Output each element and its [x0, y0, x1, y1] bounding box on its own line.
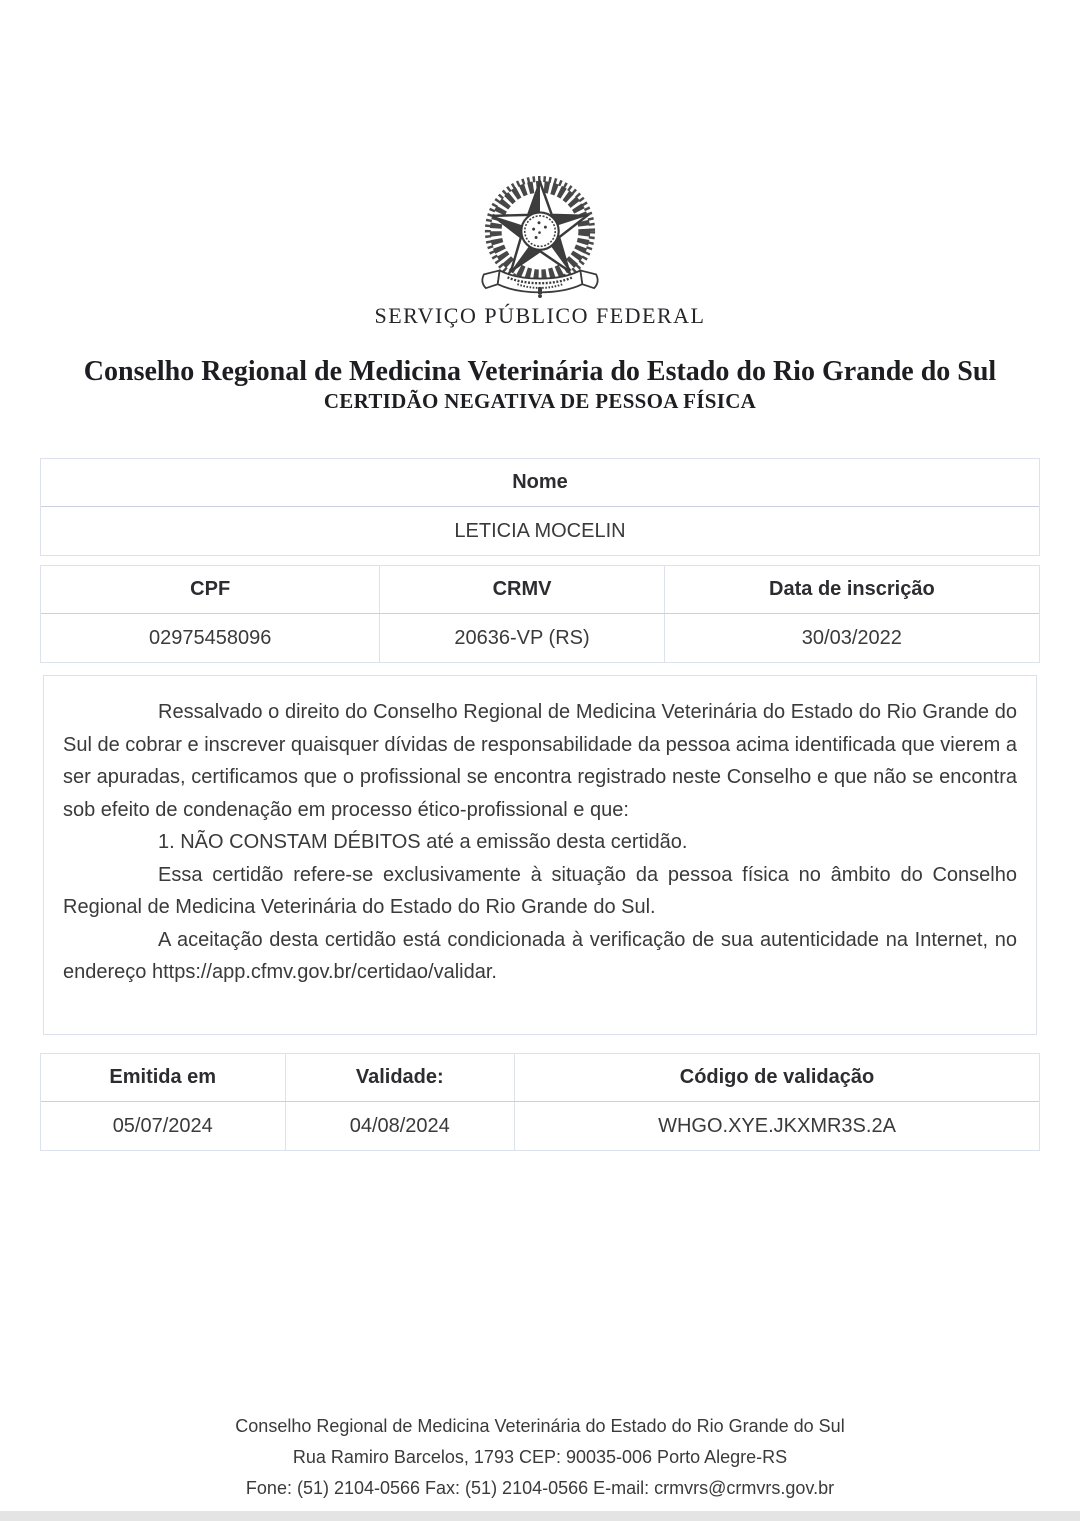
footer-org-line: Conselho Regional de Medicina Veterinária do Estado do Rio Grande do Sul [235, 1416, 845, 1436]
cpf-header-cell: CPF [41, 566, 380, 613]
no-debts-item: 1. NÃO CONSTAM DÉBITOS até a emissão desta certidão. [158, 831, 688, 853]
validity-header-cell: Validade: [286, 1054, 516, 1101]
authenticity-paragraph: A aceitação desta certidão está condicionada à verificação de sua autenticidade na Internet, no endereço https://app.cfmv.gov.br/certidao/validar. [63, 928, 1017, 983]
crmv-header-cell: CRMV [380, 566, 664, 613]
inscription-date-value-cell: 30/03/2022 [801, 626, 902, 649]
inscription-date-header-cell: Data de inscrição [769, 578, 935, 600]
footer-address-line: Rua Ramiro Barcelos, 1793 CEP: 90035-006 Porto Alegre-RS [292, 1447, 788, 1467]
certificate-text-block [43, 675, 1037, 1035]
footer-contact-line: Fone: (51) 2104-0566 Fax: (51) 2104-0566 E-mail: crmvrs@crmvrs.gov.br [245, 1478, 835, 1498]
name-table [40, 458, 1040, 556]
name-header-cell: Nome [512, 471, 568, 493]
page-bottom-strip [0, 1511, 1080, 1521]
name-value-cell: LETICIA MOCELIN [454, 519, 626, 542]
brazil-coat-of-arms-icon [474, 176, 606, 298]
issued-value-cell: 05/07/2024 [41, 1102, 286, 1150]
main-paragraph: Ressalvado o direito do Conselho Regional de Medicina Veterinária do Estado do Rio Grande do Sul de cobrar e inscrever quaisquer dívidas de responsabilidade da pessoa acima identificada que vierem a ser apuradas, certificamos que o profissional se encontra registrado neste Conselho e que não se encontra sob efeito de condenação em processo ético-profissional e que: [63, 701, 1017, 821]
service-line-text: SERVIÇO PÚBLICO FEDERAL [374, 303, 706, 328]
validation-code-value-cell: WHGO.XYE.JKXMR3S.2A [658, 1114, 896, 1137]
validity-table [40, 1053, 1040, 1151]
scope-paragraph: Essa certidão refere-se exclusivamente à situação da pessoa física no âmbito do Conselho Regional de Medicina Veterinária do Estado do Rio Grande do Sul. [63, 863, 1017, 918]
footer [0, 1411, 1080, 1504]
org-title: Conselho Regional de Medicina Veterinária do Estado do Rio Grande do Sul [83, 356, 997, 387]
validity-value-cell: 04/08/2024 [286, 1102, 516, 1150]
cpf-value-cell: 02975458096 [41, 614, 380, 662]
doc-title: CERTIDÃO NEGATIVA DE PESSOA FÍSICA [323, 389, 757, 413]
registration-info-table [40, 565, 1040, 663]
validation-code-header-cell: Código de validação [679, 1066, 875, 1088]
issued-header-cell: Emitida em [41, 1054, 286, 1101]
crmv-value-cell: 20636-VP (RS) [380, 614, 664, 662]
